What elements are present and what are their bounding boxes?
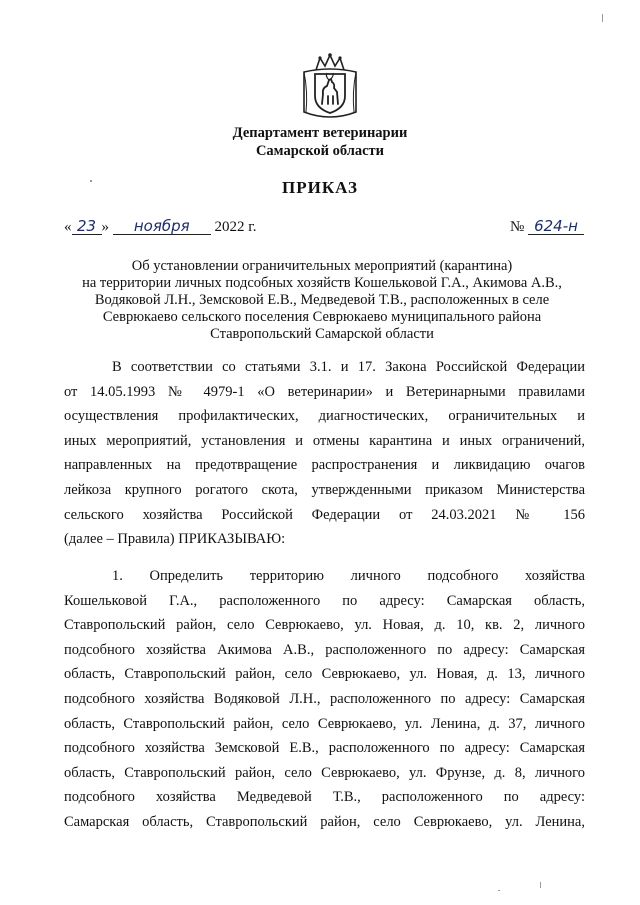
text-line: Самарская область, Ставропольский район, село Севрюкаево, ул. Ленина, bbox=[64, 813, 585, 830]
text-line: (далее – Правила) ПРИКАЗЫВАЮ: bbox=[64, 531, 286, 548]
order-item-1 bbox=[64, 564, 585, 835]
text-line: подсобного хозяйства Акимова А.В., расположенного по адресу: Самарская bbox=[64, 641, 585, 658]
preamble-paragraph bbox=[64, 355, 585, 552]
text-line: подсобного хозяйства Водяковой Л.Н., расположенного по адресу: Самарская bbox=[64, 690, 585, 707]
document-number bbox=[510, 218, 584, 236]
date-close-quote: » bbox=[101, 219, 109, 235]
text-line: направленных на предотвращение распространения и ликвидацию очагов bbox=[64, 457, 585, 474]
subject-line: на территории личных подсобных хозяйств Кошельковой Г.А., Акимова А.В., bbox=[82, 275, 562, 291]
date-month: ноября bbox=[113, 218, 211, 235]
text-line: Ставропольский район, село Севрюкаево, ул. Новая, д. 10, кв. 2, личного bbox=[64, 617, 585, 634]
order-subject bbox=[60, 258, 584, 343]
date-open-quote: « bbox=[64, 219, 72, 235]
subject-line: Севрюкаево сельского поселения Севрюкаево муниципального района bbox=[102, 309, 542, 325]
scan-speck bbox=[602, 14, 603, 22]
scan-speck bbox=[498, 890, 500, 891]
date-year: 2022 г. bbox=[214, 219, 257, 235]
text-line: 1. Определить территорию личного подсобного хозяйства bbox=[112, 568, 585, 584]
text-line: сельского хозяйства Российской Федерации от 24.03.2021 № 156 bbox=[64, 506, 585, 523]
coat-of-arms-emblem bbox=[298, 52, 362, 122]
text-line: Кошельковой Г.А., расположенного по адресу: Самарская область, bbox=[64, 592, 585, 609]
text-line: иных мероприятий, установления и отмены карантина и иных ограничений, bbox=[64, 432, 585, 449]
department-name: Департамент ветеринарии bbox=[232, 125, 408, 141]
date-day: 23 bbox=[72, 218, 102, 235]
date-number-row bbox=[64, 218, 584, 244]
text-line: осуществления профилактических, диагностических, ограничительных и bbox=[64, 408, 585, 425]
number-prefix: № bbox=[509, 219, 525, 235]
document-title: ПРИКАЗ bbox=[282, 178, 358, 197]
text-line: от 14.05.1993 № 4979-1 «О ветеринарии» и Ветеринарными правилами bbox=[64, 383, 585, 400]
document-date bbox=[64, 218, 256, 236]
text-line: область, Ставропольский район, село Севрюкаево, ул. Фрунзе, д. 8, личного bbox=[64, 764, 585, 781]
subject-line: Ставропольский Самарской области bbox=[210, 326, 434, 342]
text-line: подсобного хозяйства Земсковой Е.В., расположенного по адресу: Самарская bbox=[64, 740, 585, 757]
subject-line: Об установлении ограничительных мероприятий (карантина) bbox=[131, 258, 513, 274]
text-line: лейкоза крупного рогатого скота, утвержденными приказом Министерства bbox=[64, 481, 585, 498]
subject-line: Водяковой Л.Н., Земсковой Е.В., Медведевой Т.В., расположенных в селе bbox=[94, 292, 550, 308]
text-line: область, Ставропольский район, село Севрюкаево, ул. Новая, д. 13, личного bbox=[64, 666, 585, 683]
scan-speck bbox=[90, 180, 92, 182]
text-line: В соответствии со статьями 3.1. и 17. Закона Российской Федерации bbox=[112, 359, 585, 375]
text-line: подсобного хозяйства Медведевой Т.В., расположенного по адресу: bbox=[64, 789, 585, 806]
department-region: Самарской области bbox=[255, 143, 385, 159]
text-line: область, Ставропольский район, село Севрюкаево, ул. Ленина, д. 37, личного bbox=[64, 715, 585, 732]
number-value: 624-н bbox=[528, 218, 584, 235]
scan-speck bbox=[540, 882, 541, 888]
